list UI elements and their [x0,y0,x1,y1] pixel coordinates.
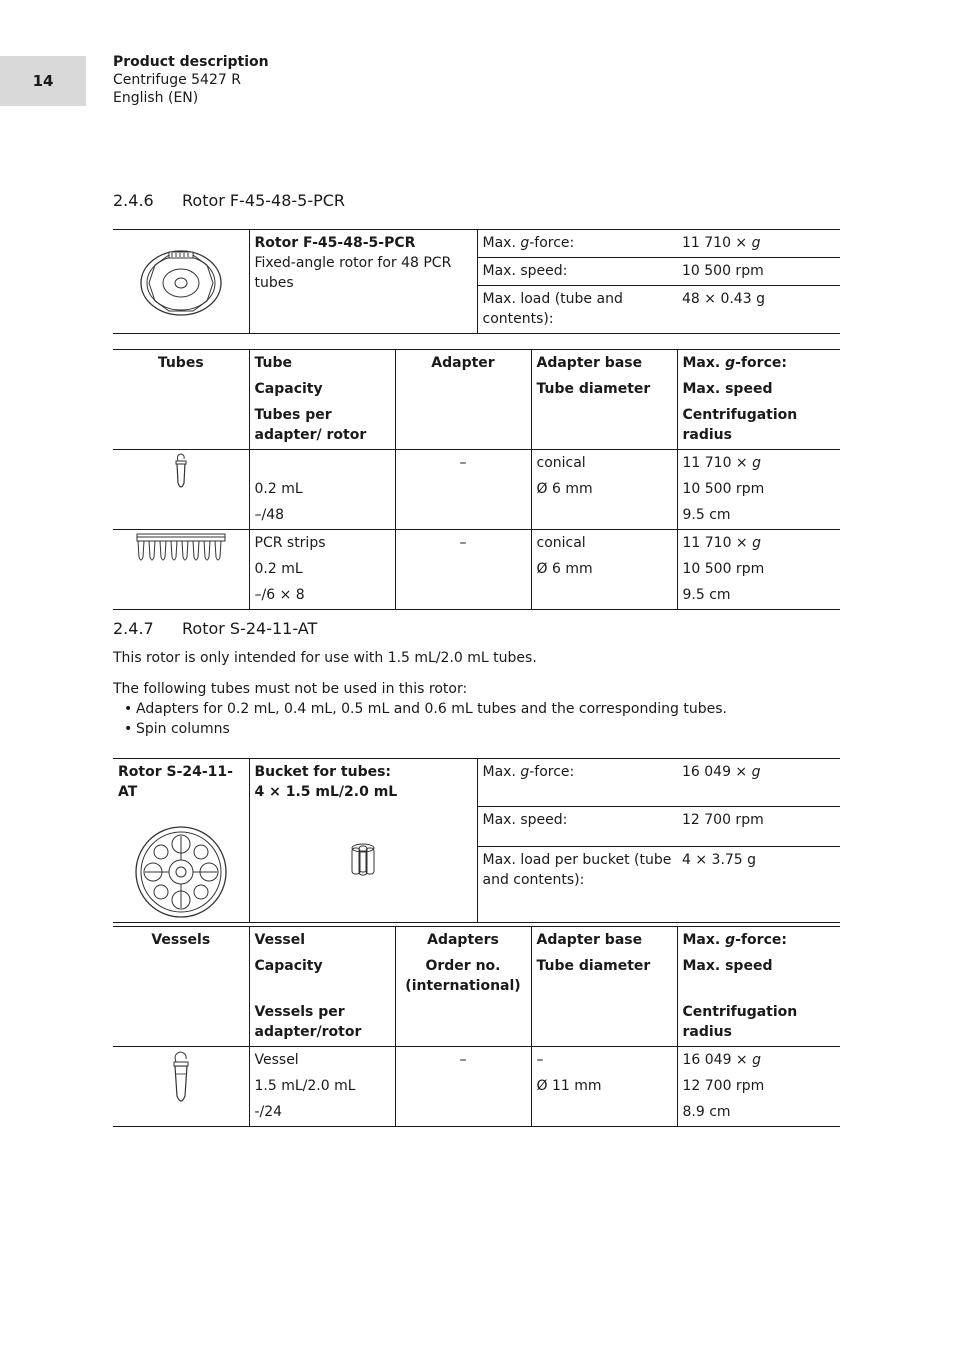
adapter-base-cell: – Ø 11 mm [531,1047,677,1127]
bucket-label: Bucket for tubes: [254,764,392,780]
spec-value: 11 710 × g [677,230,840,258]
page-number: 14 [32,72,54,90]
table-header-row [113,927,840,1047]
adapter-base-cell: conical Ø 6 mm [531,450,677,530]
section-heading-246 [113,191,345,210]
spec-label: Max. load per bucket (tube and contents): [477,847,677,923]
section-number: 2.4.7 [113,619,154,638]
vessels-table [113,926,840,1127]
adapter-base-cell: conical Ø 6 mm [531,530,677,610]
col-header-tube: Tube Capacity Tubes per adapter/ rotor [249,350,395,450]
pcr-tube-icon [173,453,189,493]
spec-label: Max. load (tube and contents): [477,286,677,334]
rotor-s24-overview-table [113,758,840,923]
table-row [113,1047,840,1127]
col-header-adapters: Adapters Order no. (international) [395,927,531,1047]
spec-value: 12 700 rpm [677,807,840,847]
table-header-row [113,350,840,450]
col-header-tubes: Tubes [157,355,204,371]
gforce-cell: 16 049 × g 12 700 rpm 8.9 cm [677,1047,840,1127]
gforce-cell: 11 710 × g 10 500 rpm 9.5 cm [677,530,840,610]
col-header-adapter-base: Adapter base Tube diameter [531,927,677,1047]
spec-value: 48 × 0.43 g [677,286,840,334]
section-number: 2.4.6 [113,191,154,210]
vessel-cell: Vessel 1.5 mL/2.0 mL -/24 [249,1047,395,1127]
swing-bucket-rotor-icon [134,826,228,918]
tube-cell: 0.2 mL –/48 [249,450,395,530]
bucket-icon [350,842,376,878]
tube-image-cell [113,530,249,610]
rotor-image-cell [113,230,249,334]
spec-label: Max. g-force: [477,759,677,807]
col-header-gforce: Max. g-force: Max. speed Centrifugation radius [677,927,840,1047]
col-header-adapter: Adapter [395,350,531,450]
rotor-name: Rotor S-24-11-AT [118,764,233,800]
vessel-image-cell [113,1047,249,1127]
bucket-cell [249,759,477,923]
list-item: • Adapters for 0.2 mL, 0.4 mL, 0.5 mL and 0.6 mL tubes and the corresponding tubes. [124,701,727,717]
adapter-cell: – [395,450,531,530]
spec-label: Max. speed: [477,807,677,847]
gforce-cell: 11 710 × g 10 500 rpm 9.5 cm [677,450,840,530]
fixed-angle-rotor-icon [139,245,223,317]
spec-value: 10 500 rpm [677,258,840,286]
spec-label: Max. g-force: [477,230,677,258]
spec-value: 4 × 3.75 g [677,847,840,923]
rotor-f45-overview-table [113,229,840,334]
rotor-name: Rotor F-45-48-5-PCR [254,235,416,251]
pcr-strip-icon [135,533,227,565]
section-heading-247 [113,619,317,638]
section-title: Rotor S-24-11-AT [182,619,318,638]
col-header-gforce: Max. g-force: Max. speed Centrifugation radius [677,350,840,450]
col-header-adapter-base: Adapter base Tube diameter [531,350,677,450]
col-header-vessels: Vessels [151,932,211,948]
tube-image-cell [113,450,249,530]
tubes-table [113,349,840,610]
reaction-tube-icon [171,1050,191,1108]
rotor-image-cell [113,759,249,923]
rotor-description-cell [249,230,477,334]
header-language: English (EN) [113,90,199,106]
header-product: Centrifuge 5427 R [113,72,241,88]
col-header-vessel: Vessel Capacity Vessels per adapter/rotor [249,927,395,1047]
table-row [113,530,840,610]
spec-value: 16 049 × g [677,759,840,807]
spec-label: Max. speed: [477,258,677,286]
section-title: Rotor F-45-48-5-PCR [182,191,346,210]
rotor-description: Fixed-angle rotor for 48 PCR tubes [254,255,452,291]
bucket-capacity: 4 × 1.5 mL/2.0 mL [254,784,398,800]
adapter-cell: – [395,530,531,610]
header-title: Product description [113,54,269,70]
warning-paragraph: The following tubes must not be used in this rotor: [113,681,468,697]
tube-cell: PCR strips 0.2 mL –/6 × 8 [249,530,395,610]
table-row [113,450,840,530]
running-header [113,53,269,107]
list-item: • Spin columns [124,721,230,737]
intro-paragraph: This rotor is only intended for use with 1.5 mL/2.0 mL tubes. [113,650,537,666]
adapter-cell: – [395,1047,531,1127]
